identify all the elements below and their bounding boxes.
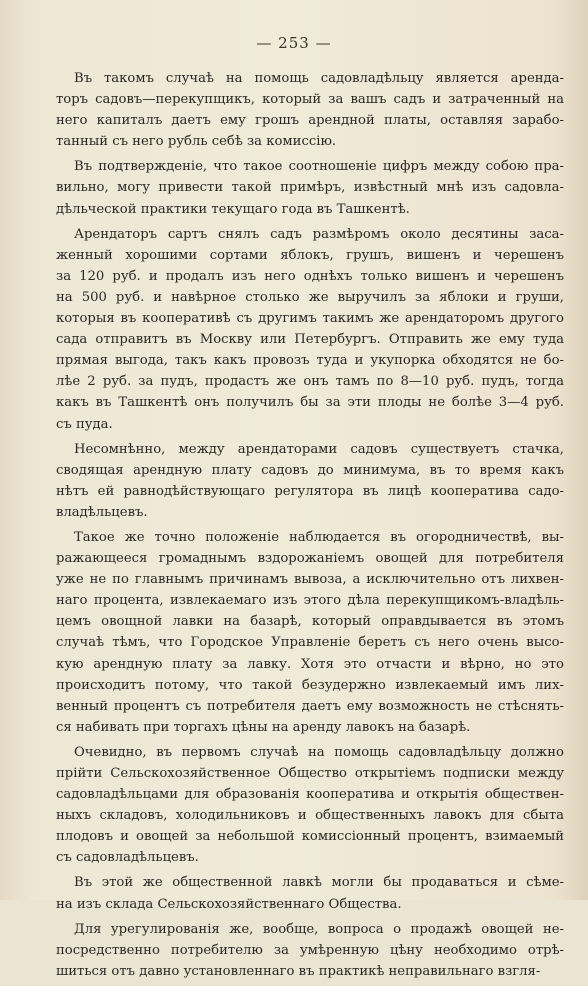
text-line: за 120 руб. и продалъ изъ него однѣхъ только вишенъ и черешенъ xyxy=(56,268,564,284)
text-line: вильно, могу привести такой примѣръ, извѣстный мнѣ изъ садовла- xyxy=(56,180,564,196)
text-line: случаѣ тѣмъ, что Городское Управленіе беретъ съ него очень высо- xyxy=(56,635,564,651)
text-line: Для урегулированія же, вообще, вопроса о продажѣ овощей не- xyxy=(74,921,564,937)
text-line: ся набивать при торгахъ цѣны на аренду лавокъ на базарѣ. xyxy=(56,719,471,735)
text-line: какъ въ Ташкентѣ онъ получилъ бы за эти плоды не болѣе 3—4 руб. xyxy=(56,395,564,411)
paragraph xyxy=(56,224,564,435)
text-line: на 500 руб. и навѣрное столько же выручилъ за яблоки и груши, xyxy=(56,289,564,305)
page-number: — 253 — xyxy=(256,34,332,52)
paragraph xyxy=(56,156,564,219)
text-line: Въ подтвержденіе, что такое соотношеніе цифръ между собою пра- xyxy=(74,159,564,175)
text-line: уже не по главнымъ причинамъ вывоза, а исключительно отъ лихвен- xyxy=(56,572,564,588)
text-line: цемъ овощной лавки на базарѣ, который оправдывается въ этомъ xyxy=(56,614,564,630)
text-line: сводящая арендную плату садовъ до минимума, въ то время какъ xyxy=(56,462,564,478)
text-line: плодовъ и овощей за небольшой комиссіонный процентъ, взимаемый xyxy=(56,829,564,845)
text-line: ныхъ складовъ, холодильниковъ и общественныхъ лавокъ для сбыта xyxy=(56,808,564,824)
text-line: лѣе 2 руб. за пудъ, продастъ же онъ тамъ по 8—10 руб. пудъ, тогда xyxy=(56,374,564,390)
text-line: Арендаторъ сартъ снялъ садъ размѣромъ около десятины заса- xyxy=(74,226,564,242)
text-line: венный процентъ съ потребителя даетъ ему возможность не стѣснять- xyxy=(56,698,564,714)
text-line: происходитъ потому, что такой безудержно извлекаемый имъ лих- xyxy=(56,677,564,693)
text-line: дѣльческой практики текущаго года въ Ташкентѣ. xyxy=(56,201,410,217)
text-line: нѣтъ ей равнодѣйствующаго регулятора въ лицѣ кооператива садо- xyxy=(56,483,564,499)
paragraph xyxy=(56,68,564,152)
text-line: торъ садовъ—перекупщикъ, который за вашъ садъ и затраченный на xyxy=(56,92,564,108)
text-line: владѣльцевъ. xyxy=(56,504,148,520)
text-line: наго процента, извлекаемаго изъ этого дѣла перекупщикомъ-владѣль- xyxy=(56,593,564,609)
paragraph xyxy=(56,527,564,738)
text-line: садовладѣльцами для образованія кооператива и открытія обществен- xyxy=(56,787,564,803)
text-line: Въ этой же общественной лавкѣ могли бы продаваться и сѣме- xyxy=(74,875,564,891)
text-line: Очевидно, въ первомъ случаѣ на помощь садовладѣльцу должно xyxy=(74,744,564,760)
text-line: танный съ него рубль себѣ за комиссію. xyxy=(56,134,337,150)
paragraph xyxy=(56,742,564,869)
text-line: которыя въ кооперативѣ съ другимъ такимъ же арендаторомъ другого xyxy=(56,311,564,327)
text-line: посредственно потребителю за умѣренную цѣну необходимо отрѣ- xyxy=(56,942,564,958)
paragraph xyxy=(56,919,564,982)
text-line: женный хорошими сортами яблокъ, грушъ, вишенъ и черешенъ xyxy=(56,247,564,263)
text-line: Такое же точно положеніе наблюдается въ огородничествѣ, вы- xyxy=(74,529,564,545)
text-line: шиться отъ давно установленнаго въ практикѣ неправильнаго взгля- xyxy=(56,963,541,979)
text-line: Несомнѣнно, между арендаторами садовъ существуетъ стачка, xyxy=(74,441,564,457)
text-line: сада отправитъ въ Москву или Петербургъ. Отправить же ему туда xyxy=(56,332,564,348)
text-line: прійти Сельскохозяйственное Общество открытіемъ подписки между xyxy=(56,766,564,781)
text-line: кую арендную плату за лавку. Хотя это отчасти и вѣрно, но это xyxy=(56,656,564,672)
paragraph xyxy=(56,439,564,523)
text-line: ражающееся громаднымъ вздорожаніемъ овощей для потребителя xyxy=(56,551,564,567)
paragraph xyxy=(56,872,564,914)
text-line: на изъ склада Сельскохозяйственнаго Общества. xyxy=(56,896,402,912)
text-line: съ садовладѣльцевъ. xyxy=(56,850,199,866)
body-text xyxy=(56,68,564,986)
text-line: прямая выгода, такъ какъ провозъ туда и укупорка обходятся не бо- xyxy=(56,353,564,369)
text-line: Въ такомъ случаѣ на помощь садовладѣльцу является арендa- xyxy=(74,71,564,86)
text-line: него капиталъ даетъ ему грошъ арендной платы, оставляя зарабо- xyxy=(56,113,564,129)
text-line: съ пуда. xyxy=(56,416,113,432)
